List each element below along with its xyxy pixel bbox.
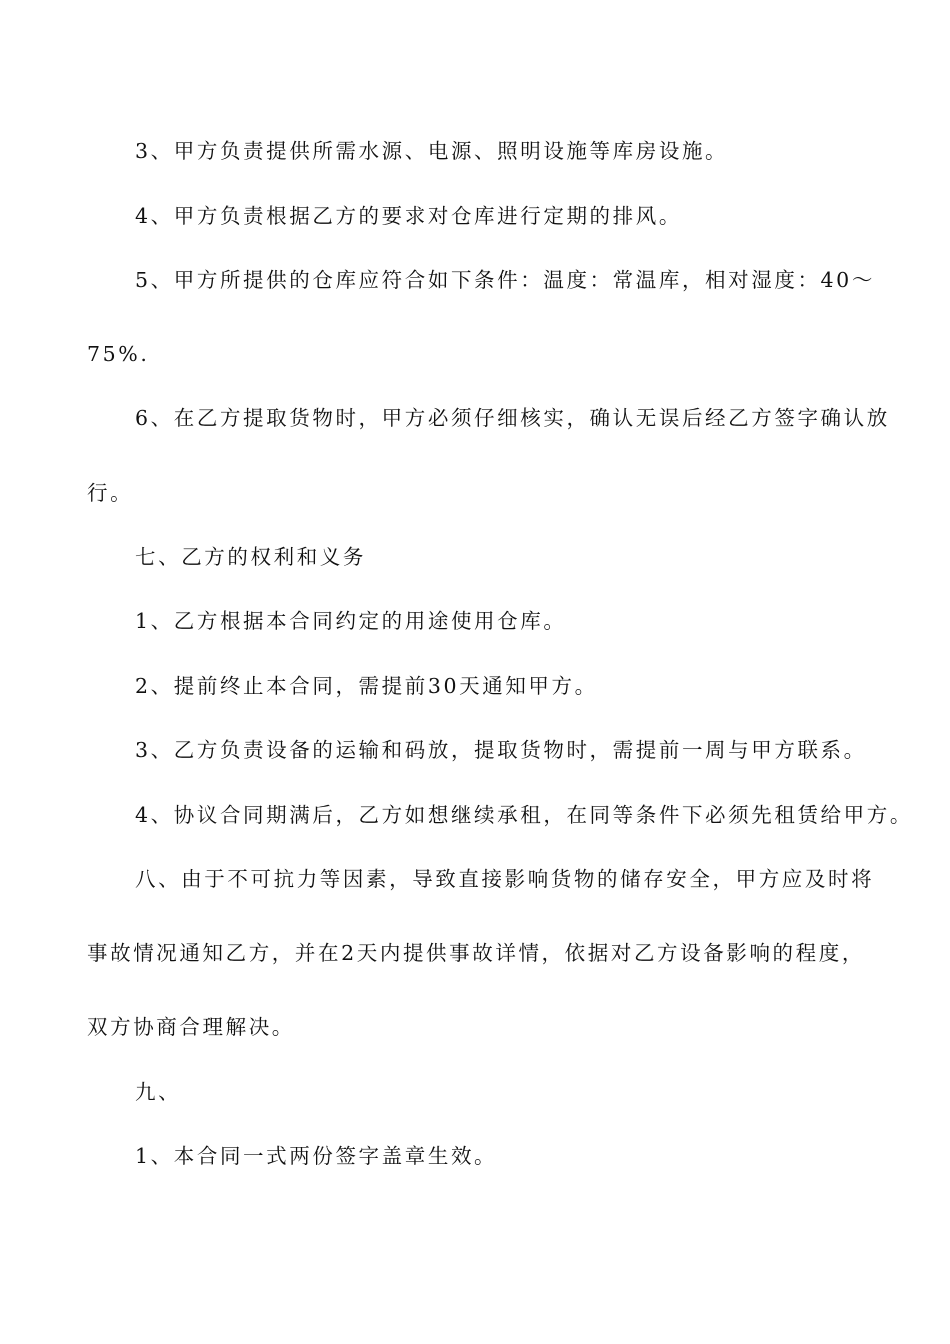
clause-5-continuation: 75%. [87,342,150,366]
section-7-clause-1: 1、乙方根据本合同约定的用途使用仓库。 [135,609,567,633]
section-8-paragraph: 八、由于不可抗力等因素，导致直接影响货物的储存安全，甲方应及时将 [135,867,875,891]
section-9-heading: 九、 [135,1080,182,1104]
section-8-continuation-1: 事故情况通知乙方，并在2天内提供事故详情，依据对乙方设备影响的程度， [87,941,865,965]
section-9-clause-1: 1、本合同一式两份签字盖章生效。 [135,1144,498,1168]
section-7-clause-3: 3、乙方负责设备的运输和码放，提取货物时，需提前一周与甲方联系。 [135,738,867,762]
section-7-heading: 七、乙方的权利和义务 [135,545,366,569]
clause-6-pickup: 6、在乙方提取货物时，甲方必须仔细核实，确认无误后经乙方签字确认放 [135,406,890,430]
section-7-clause-2: 2、提前终止本合同，需提前30天通知甲方。 [135,674,598,698]
clause-6-continuation: 行。 [87,481,134,505]
section-7-clause-4: 4、协议合同期满后，乙方如想继续承租，在同等条件下必须先租赁给甲方。 [135,803,913,827]
clause-5-conditions: 5、甲方所提供的仓库应符合如下条件：温度：常温库，相对湿度：40～ [135,268,875,292]
clause-4-ventilation: 4、甲方负责根据乙方的要求对仓库进行定期的排风。 [135,204,682,228]
clause-3-water-power: 3、甲方负责提供所需水源、电源、照明设施等库房设施。 [135,139,729,163]
section-8-continuation-2: 双方协商合理解决。 [87,1015,295,1039]
